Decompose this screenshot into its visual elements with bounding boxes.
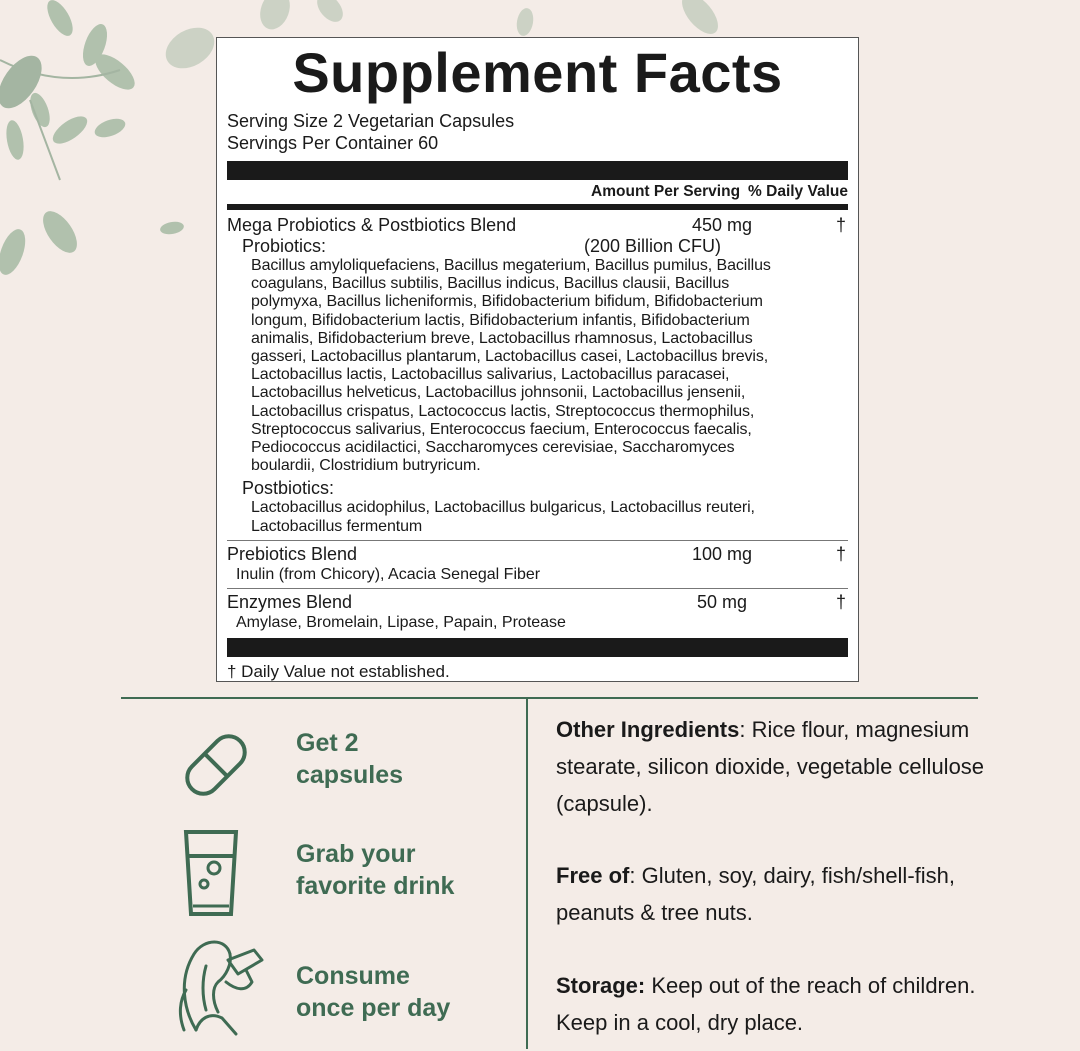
step-line: Consume (296, 962, 410, 990)
serving-size: Serving Size 2 Vegetarian Capsules (227, 111, 515, 131)
step-text (296, 838, 454, 902)
probiotics-subheading (227, 236, 848, 257)
step-line: capsules (296, 761, 404, 789)
species-line: Lactobacillus acidophilus, Lactobacillus bulgaricus, Lactobacillus reuteri, (251, 499, 755, 517)
species-line: Bacillus amyloliquefaciens, Bacillus megaterium, Bacillus pumilus, Bacillus (251, 257, 771, 274)
blend-amount: 450 mg (691, 215, 753, 235)
species-line: gasseri, Lactobacillus plantarum, Lactobacillus casei, Lactobacillus brevis, (251, 348, 769, 366)
storage-label: Storage: (556, 973, 646, 998)
col-amount: Amount Per Serving (591, 183, 741, 200)
cfu-count: (200 Billion CFU) (584, 236, 722, 256)
divider-thin (227, 588, 848, 589)
species-line: Streptococcus salivarius, Enterococcus faecium, Enterococcus faecalis, (251, 420, 752, 438)
step-line: favorite drink (296, 872, 455, 900)
step-line: once per day (296, 994, 451, 1022)
storage (556, 967, 996, 1041)
divider-thick (227, 161, 848, 180)
step-text (296, 960, 450, 1024)
storage-text: Keep out of the reach of children. Keep in a cool, dry place. (556, 973, 976, 1035)
footnote: † Daily Value not established. (227, 661, 450, 681)
blend-amount: 100 mg (691, 543, 753, 564)
species-line: animalis, Bifidobacterium breve, Lactobacillus rhamnosus, Lactobacillus (251, 329, 753, 347)
species-line: Pediococcus acidilactici, Saccharomyces cerevisiae, Saccharomyces (251, 439, 735, 457)
divider-thick (227, 638, 848, 657)
species-line: Lactobacillus crispatus, Lactococcus lactis, Streptococcus thermophilus, (251, 402, 755, 420)
divider-thin (227, 540, 848, 541)
other-ingredients-label: Other Ingredients (556, 717, 740, 742)
step-line: Grab your (296, 840, 416, 868)
step-line: Get 2 (296, 729, 359, 757)
free-of (556, 857, 996, 931)
serving-info (227, 110, 848, 154)
step-text (296, 727, 403, 791)
blend-name: Prebiotics Blend (227, 543, 358, 564)
postbiotics-label: Postbiotics: (242, 478, 335, 499)
species-line: Lactobacillus lactis, Lactobacillus salivarius, Lactobacillus paracasei, (251, 366, 730, 384)
step-grab-drink (176, 828, 516, 938)
species-line: polymyxa, Bacillus licheniformis, Bifidobacterium bifidum, Bifidobacterium (251, 293, 763, 311)
blend-name: Mega Probiotics & Postbiotics Blend (227, 215, 517, 235)
glass-icon (176, 828, 246, 920)
species-line: coagulans, Bacillus subtilis, Bacillus indicus, Bacillus clausii, Bacillus (251, 275, 730, 293)
blend-name: Enzymes Blend (227, 591, 353, 612)
panel-title: Supplement Facts (292, 41, 783, 104)
blend-row-probiotics (227, 215, 848, 236)
step-get-capsules (176, 725, 516, 835)
servings-per-container: Servings Per Container 60 (227, 133, 439, 153)
drinking-woman-icon (166, 930, 276, 1038)
blend-amount: 50 mg (696, 591, 748, 612)
probiotics-list (227, 257, 848, 475)
blend-dv: † (835, 215, 846, 235)
column-headers (227, 180, 848, 202)
species-line: longum, Bifidobacterium lactis, Bifidobacterium infantis, Bifidobacterium (251, 311, 750, 329)
step-consume-daily (176, 930, 516, 1040)
section-divider-horizontal (121, 697, 978, 699)
blend-row-prebiotics (227, 544, 848, 565)
postbiotics-list (227, 499, 848, 535)
blend-dv: † (835, 543, 846, 564)
species-line: boulardii, Clostridium butryricum. (251, 457, 481, 475)
enzymes-ingredients: Amylase, Bromelain, Lipase, Papain, Protease (236, 613, 566, 631)
species-line: Lactobacillus helveticus, Lactobacillus johnsonii, Lactobacillus jensenii, (251, 384, 746, 402)
postbiotics-subheading (227, 478, 848, 499)
prebiotics-ingredients: Inulin (from Chicory), Acacia Senegal Fiber (236, 565, 541, 583)
free-of-label: Free of (556, 863, 630, 888)
other-ingredients (556, 711, 996, 822)
col-dv: % Daily Value (748, 183, 848, 200)
species-line: Lactobacillus fermentum (251, 517, 423, 535)
probiotics-label: Probiotics: (242, 236, 327, 256)
blend-dv: † (835, 591, 846, 612)
capsule-icon (176, 725, 256, 805)
divider-medium (227, 204, 848, 210)
free-of-text: : Gluten, soy, dairy, fish/shell-fish, peanuts & tree nuts. (556, 863, 955, 925)
other-ingredients-text: : Rice flour, magnesium stearate, silicon dioxide, vegetable cellulose (capsule). (556, 717, 985, 816)
blend-row-enzymes (227, 592, 848, 613)
supplement-facts-panel (216, 37, 859, 682)
section-divider-vertical (526, 699, 528, 1049)
